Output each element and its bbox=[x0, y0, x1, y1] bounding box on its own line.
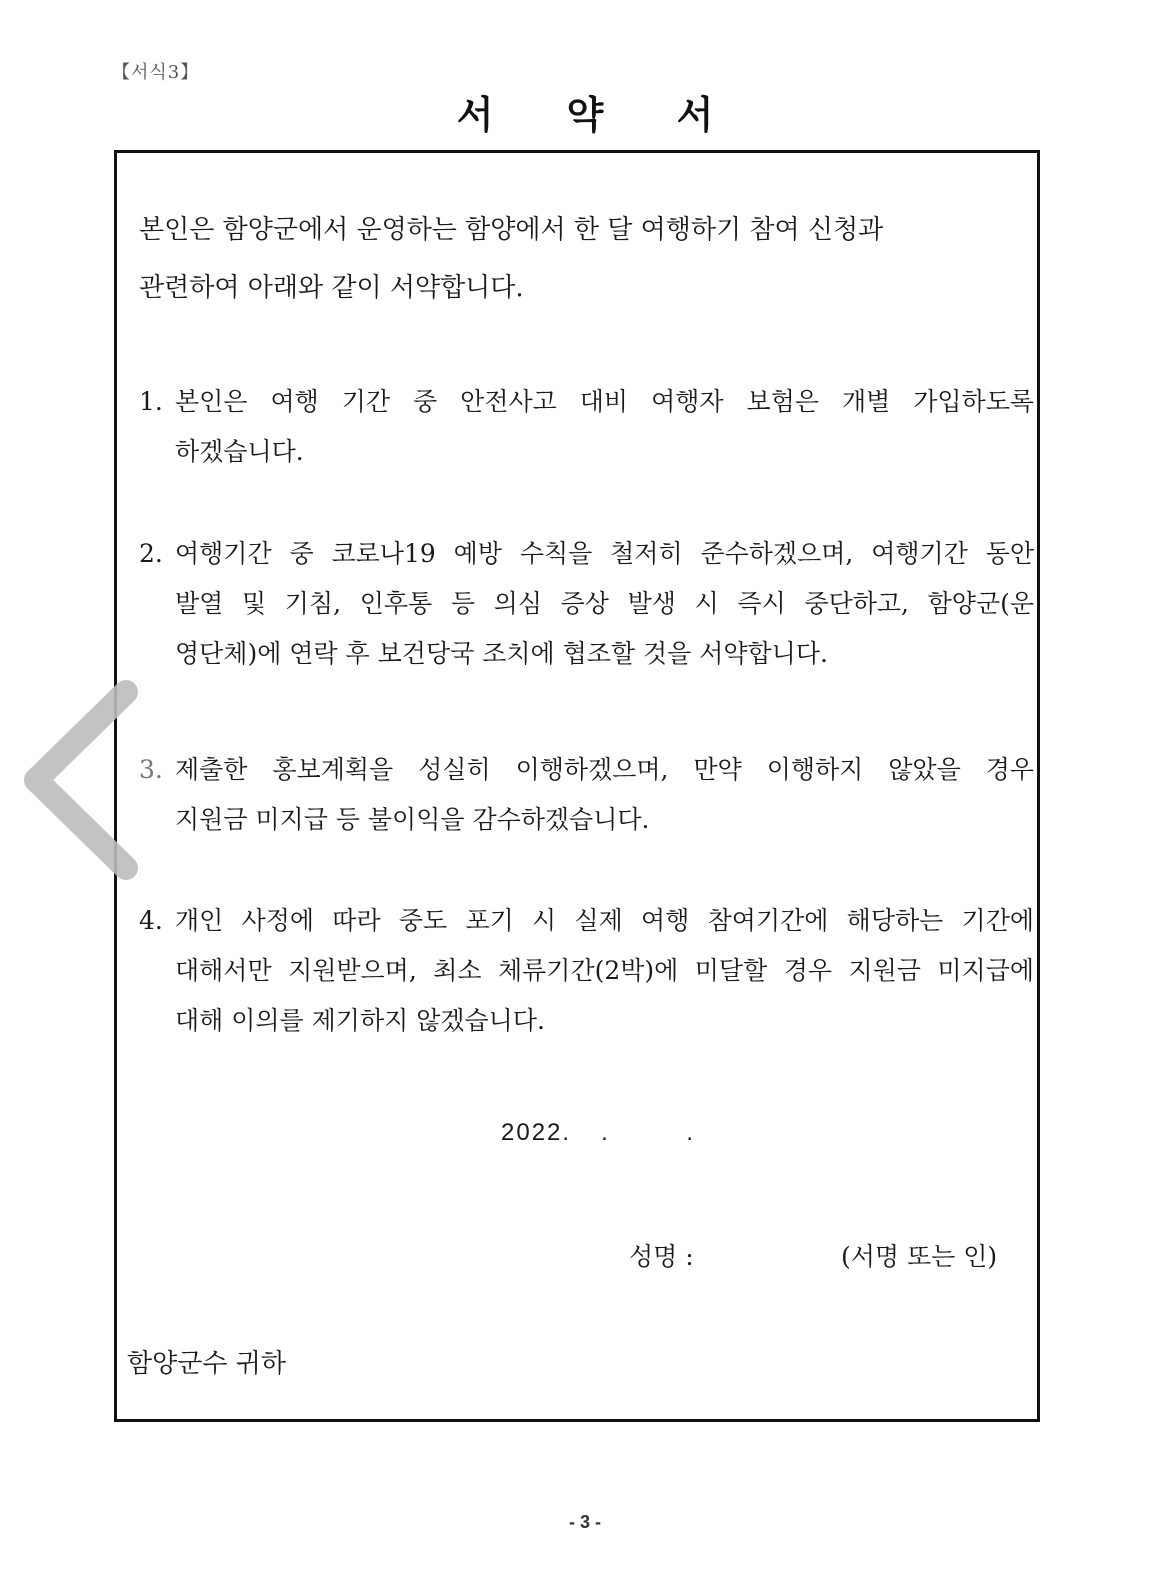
pledge-item-3 bbox=[139, 745, 1034, 845]
item-line: 개인 사정에 따라 중도 포기 시 실제 여행 참여기간에 해당하는 기간에 bbox=[175, 906, 1034, 935]
item-line: 제출한 홍보계획을 성실히 이행하겠으며, 만약 이행하지 않았을 경우 bbox=[175, 755, 1034, 784]
item-line: 영단체)에 연락 후 보건당국 조치에 협조할 것을 서약합니다. bbox=[175, 639, 828, 668]
pledge-item-4 bbox=[139, 896, 1034, 1046]
item-line: 여행기간 중 코로나19 예방 수칙을 철저히 준수하겠으며, 여행기간 동안 bbox=[175, 539, 1034, 568]
item-line: 하겠습니다. bbox=[175, 437, 304, 466]
intro-line: 본인은 함양군에서 운영하는 함양에서 한 달 여행하기 참여 신청과 bbox=[139, 215, 884, 245]
intro-line: 관련하여 아래와 같이 서약합니다. bbox=[139, 273, 524, 303]
item-number: 4. bbox=[139, 906, 163, 935]
date-line bbox=[501, 1119, 729, 1147]
signature-line bbox=[629, 1237, 998, 1273]
date-dots: . . bbox=[601, 1119, 730, 1146]
item-line: 대해 이의를 제기하지 않겠습니다. bbox=[175, 1006, 545, 1035]
item-line: 본인은 여행 기간 중 안전사고 대비 여행자 보험은 개별 가입하도록 bbox=[175, 387, 1034, 416]
chevron-left-icon bbox=[14, 670, 144, 890]
back-button[interactable] bbox=[14, 670, 144, 890]
signature-label: 성명 : bbox=[629, 1242, 694, 1271]
item-line: 대해서만 지원받으며, 최소 체류기간(2박)에 미달할 경우 지원금 미지급에 bbox=[175, 956, 1034, 985]
pledge-item-1 bbox=[139, 377, 1034, 477]
pledge-item-2 bbox=[139, 529, 1034, 679]
signature-note: (서명 또는 인) bbox=[841, 1242, 998, 1271]
date-year: 2022. bbox=[501, 1119, 572, 1146]
item-line: 발열 및 기침, 인후통 등 의심 증상 발생 시 즉시 중단하고, 함양군(운 bbox=[175, 589, 1034, 618]
item-number: 2. bbox=[139, 539, 163, 568]
intro-paragraph bbox=[139, 201, 1019, 317]
item-line: 지원금 미지급 등 불이익을 감수하겠습니다. bbox=[175, 805, 650, 834]
item-number: 3. bbox=[139, 755, 163, 784]
recipient: 함양군수 귀하 bbox=[127, 1349, 286, 1379]
page-number: - 3 - bbox=[568, 1512, 601, 1532]
pledge-frame bbox=[114, 150, 1040, 1422]
item-number: 1. bbox=[139, 387, 163, 416]
document-title: 서 약 서 bbox=[456, 92, 714, 137]
form-label: 【서식3】 bbox=[112, 62, 200, 83]
